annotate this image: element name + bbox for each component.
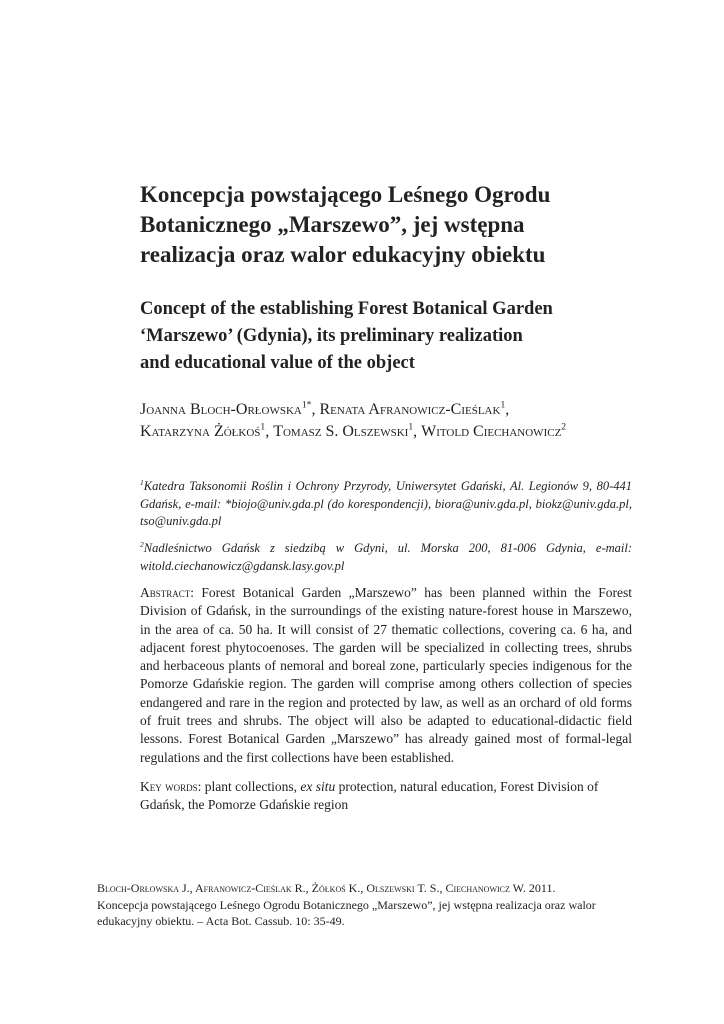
keywords-label: Key words:: [140, 779, 202, 794]
title-polish-line: realizacja oraz walor edukacyjny obiektu: [140, 242, 546, 267]
keywords-italic: ex situ: [300, 779, 336, 794]
title-polish: [140, 180, 640, 270]
author-affiliation-mark: 1: [408, 421, 414, 433]
author-affiliation-mark: 1: [500, 399, 506, 411]
author-name: Katarzyna Żółkoś: [140, 423, 261, 440]
affiliation-text: Nadleśnictwo Gdańsk z siedzibą w Gdyni, ul. Morska 200, 81-006 Gdynia, e-mail: witold.ciechanowicz@gdansk.lasy.gov.pl: [140, 541, 632, 573]
author-name: Tomasz S. Olszewski: [273, 423, 409, 440]
author-affiliation-mark: 1: [260, 421, 266, 433]
author-name: Witold Ciechanowicz: [421, 423, 562, 440]
keywords-text: plant collections,: [204, 779, 297, 794]
title-english: [140, 296, 640, 377]
citation: [97, 880, 637, 930]
abstract: [140, 584, 632, 767]
author-name: Joanna Bloch-Orłowska: [140, 401, 302, 418]
title-english-line: and educational value of the object: [140, 353, 415, 373]
title-polish-line: Botanicznego „Marszewo”, jej wstępna: [140, 212, 525, 237]
affiliation-mark: 1: [140, 477, 144, 487]
affiliation-mark: 2: [140, 539, 144, 549]
keywords: [140, 778, 632, 815]
author-affiliation-mark: 1*: [301, 399, 312, 411]
author-list: Joanna Bloch-Orłowska$^{1*}$, Renata Afranowicz-Cieślak$^1$, Katarzyna Żółkoś$^1$, Tomasz S. Olszewski$^1$, Witold Ciechanowicz$^2$: [140, 399, 567, 440]
title-english-line: Concept of the establishing Forest Botanical Garden: [140, 299, 553, 319]
title-polish-line: Koncepcja powstającego Leśnego Ogrodu: [140, 182, 551, 207]
abstract-text: Forest Botanical Garden „Marszewo” has been planned within the Forest Division of Gdańsk, in the surroundings of the existing nature-forest house in Marszewo, in the area of ca. 50 ha. It will consist of 27 thematic collections, covering ca. 6 ha, and adjacent forest phytocoenoses. The garden will be specialized in collecting trees, shrubs and herbaceous plants of nemoral and boreal zone, particularly species indigenous for the Pomorze Gdańskie region. The garden will comprise among others collection of species endangered and rare in the region and protected by law, as well as an orchard of old forms of fruit trees and shrubs. The object will also be adapted to educational-didactic field lessons. Forest Botanical Garden „Marszewo” has already gained most of formal-legal regulations and the first collections have been established.: [140, 585, 632, 765]
affiliation-1: [140, 478, 632, 531]
keywords-text-rest: protection, natural education, Forest Division of Gdańsk, the Pomorze Gdańskie region: [140, 779, 599, 813]
affiliation-text: Katedra Taksonomii Roślin i Ochrony Przyrody, Uniwersytet Gdański, Al. Legionów 9, 80-441 Gdańsk, e-mail: *biojo@univ.gda.pl (do korespondencji), biora@univ.gda.pl, biokz@univ.gda.pl, tso@univ.gda.pl: [140, 479, 632, 528]
affiliation-2: [140, 540, 632, 575]
citation-text: Koncepcja powstającego Leśnego Ogrodu Botanicznego „Marszewo”, jej wstępna realizacja oraz walor edukacyjny obiektu. – Acta Bot. Cassub. 10: 35-49.: [97, 897, 596, 928]
citation-authors: Bloch-Orłowska J., Afranowicz-Cieślak R., Żółkoś K., Olszewski T. S., Ciechanowicz W. 2011.: [97, 881, 556, 895]
author-affiliation-mark: 2: [561, 421, 567, 433]
author-name: Renata Afranowicz-Cieślak: [319, 401, 501, 418]
title-english-line: ‘Marszewo’ (Gdynia), its preliminary realization: [140, 326, 523, 346]
abstract-label: Abstract:: [140, 585, 195, 600]
